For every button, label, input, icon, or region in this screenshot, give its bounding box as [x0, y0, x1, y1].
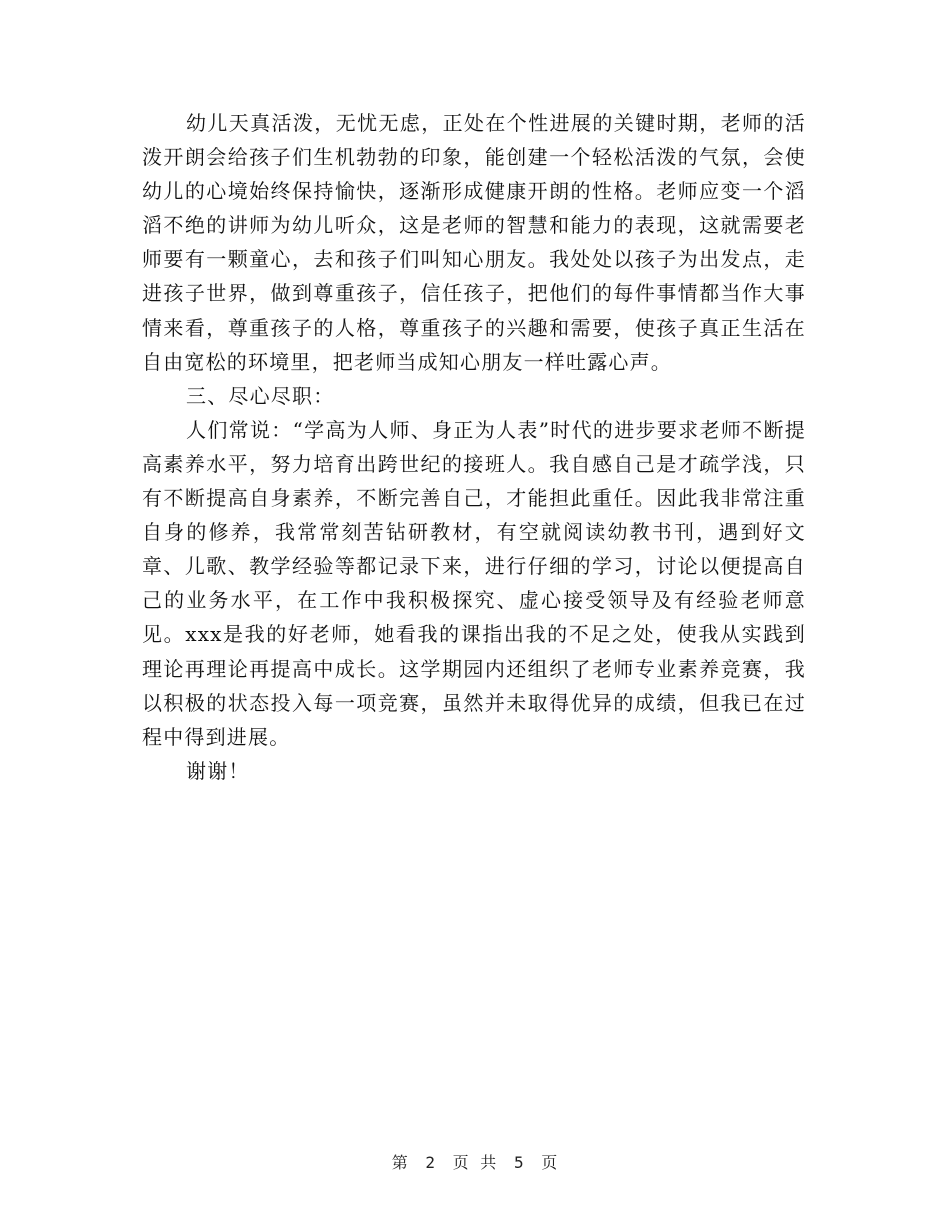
footer-suffix: 页: [541, 1153, 559, 1172]
page-footer: [0, 1150, 950, 1173]
document-body: [142, 106, 806, 788]
footer-middle: 页 共: [452, 1153, 498, 1172]
section-heading: 三、尽心尽职：: [186, 383, 335, 408]
footer-current-page: 2: [425, 1153, 437, 1172]
closing-text: 谢谢！: [186, 758, 250, 783]
body-paragraph: 人们常说：“学高为人师、身正为人表”时代的进步要求老师不断提高素养水平，努力培育出跨世纪的接班人。我自感自己是才疏学浅，只有不断提高自身素养，不断完善自己，才能担此重任。因此我非常注重自身的修养，我常常刻苦钻研教材，有空就阅读幼教书刊，遇到好文章、儿歌、教学经验等都记录下来，进行仔细的学习，讨论以便提高自己的业务水平，在工作中我积极探究、虚心接受领导及有经验老师意见。xxx是我的好老师，她看我的课指出我的不足之处，使我从实践到理论再理论再提高中成长。这学期园内还组织了老师专业素养竞赛，我以积极的状态投入每一项竞赛，虽然并未取得优异的成绩，但我已在过程中得到进展。: [142, 417, 806, 749]
footer-prefix: 第: [391, 1153, 409, 1172]
body-paragraph: 幼儿天真活泼，无忧无虑，正处在个性进展的关键时期，老师的活泼开朗会给孩子们生机勃勃的印象，能创建一个轻松活泼的气氛，会使幼儿的心境始终保持愉快，逐渐形成健康开朗的性格。老师应变一个滔滔不绝的讲师为幼儿听众，这是老师的智慧和能力的表现，这就需要老师要有一颗童心，去和孩子们叫知心朋友。我处处以孩子为出发点，走进孩子世界，做到尊重孩子，信任孩子，把他们的每件事情都当作大事情来看，尊重孩子的人格，尊重孩子的兴趣和需要，使孩子真正生活在自由宽松的环境里，把老师当成知心朋友一样吐露心声。: [142, 111, 806, 374]
footer-total-pages: 5: [513, 1153, 525, 1172]
